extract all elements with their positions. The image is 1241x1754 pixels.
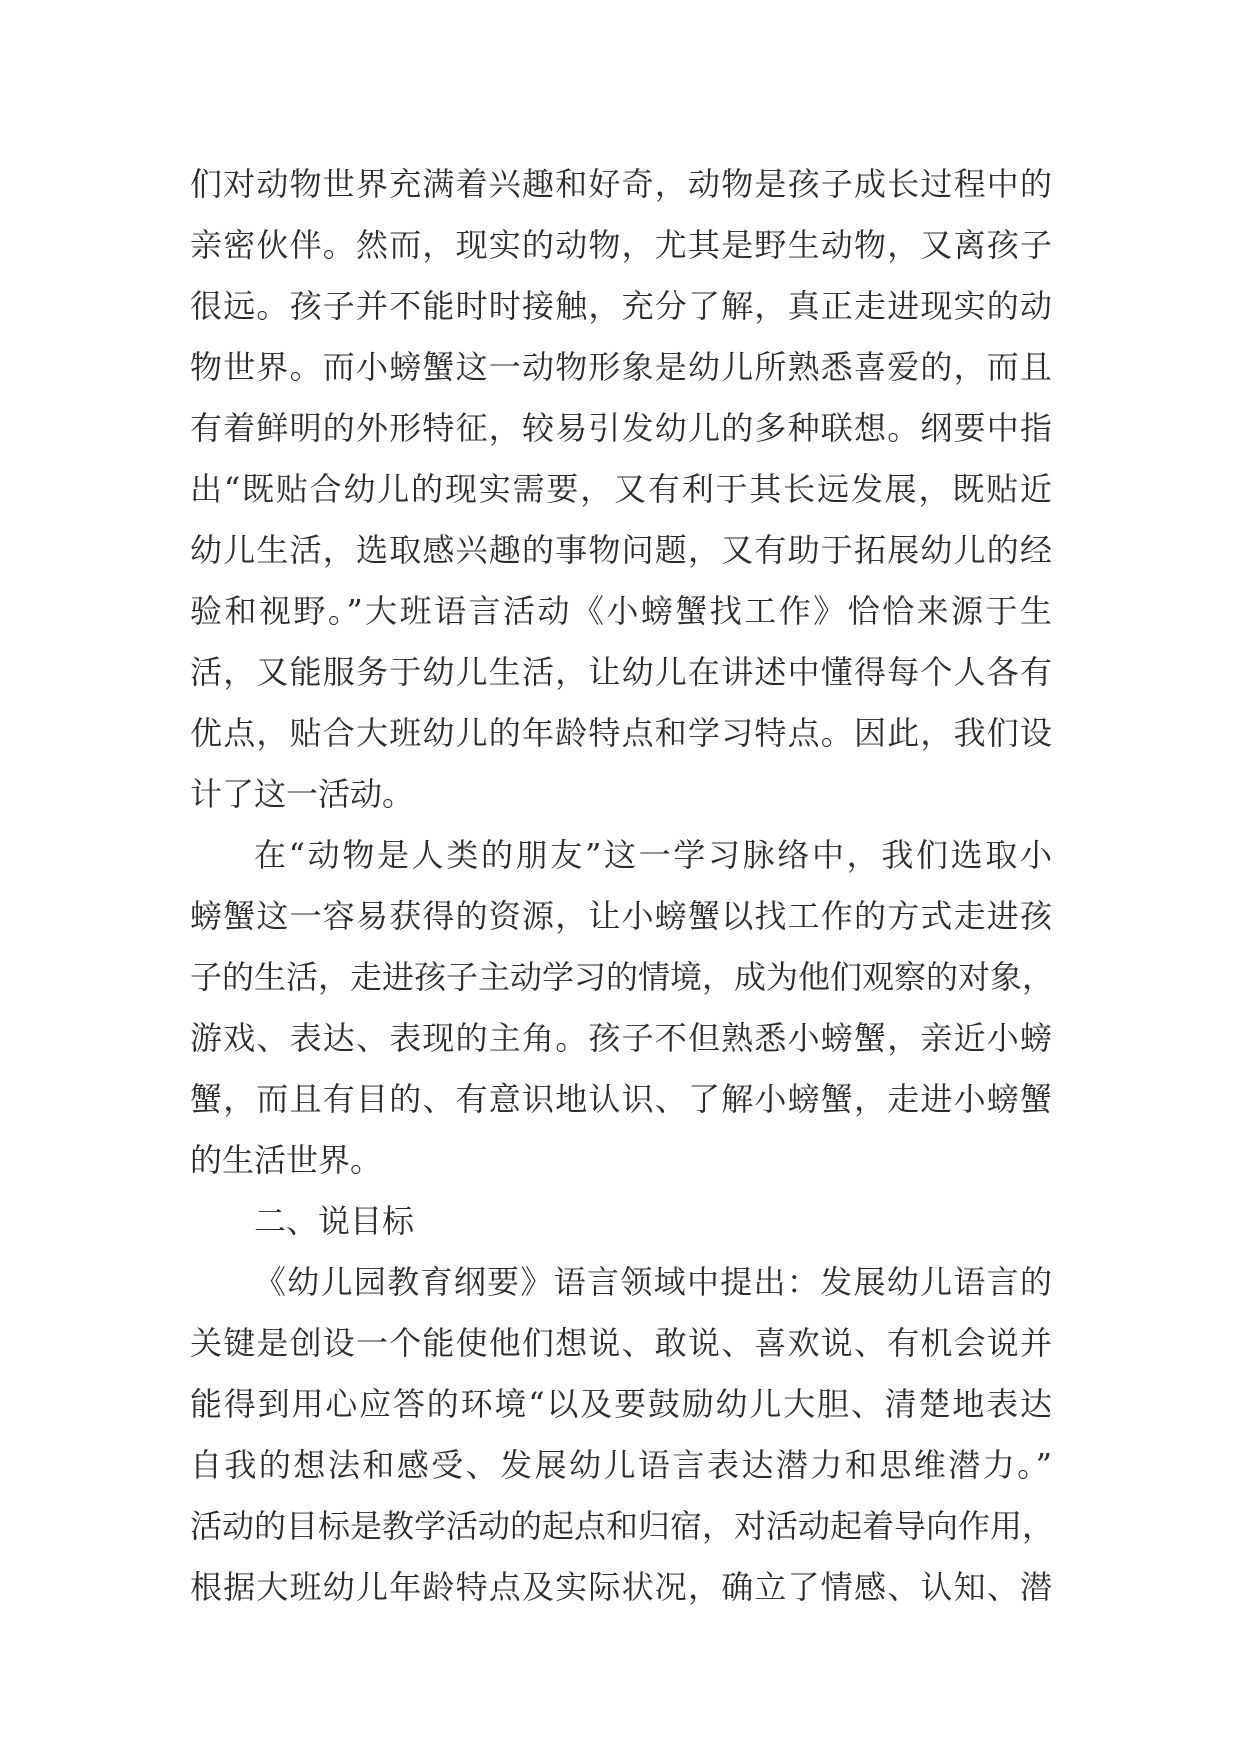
text-line: 《幼儿园教育纲要》语言领域中提出：发展幼儿语言的 — [254, 1263, 1052, 1301]
text-line: 优点，贴合大班幼儿的年龄特点和学习特点。因此，我们设 — [190, 714, 1052, 752]
text-line: 活，又能服务于幼儿生活，让幼儿在讲述中懂得每个人各有 — [190, 653, 1052, 691]
text-line: 蟹，而且有目的、有意识地认识、了解小螃蟹，走进小螃蟹 — [190, 1080, 1052, 1118]
text-line: 验和视野。”大班语言活动《小螃蟹找工作》恰恰来源于生 — [190, 592, 1052, 630]
text-line: 幼儿生活，选取感兴趣的事物问题，又有助于拓展幼儿的经 — [190, 531, 1052, 569]
text-line: 关键是创设一个能使他们想说、敢说、喜欢说、有机会说并 — [190, 1324, 1052, 1362]
text-line: 根据大班幼儿年龄特点及实际状况，确立了情感、认知、潜 — [190, 1568, 1052, 1606]
text-line: 计了这一活动。 — [190, 775, 415, 813]
text-line: 螃蟹这一容易获得的资源，让小螃蟹以找工作的方式走进孩 — [190, 897, 1052, 935]
document-body — [190, 154, 1055, 1618]
text-line: 子的生活，走进孩子主动学习的情境，成为他们观察的对象， — [190, 958, 1055, 996]
text-line: 在“动物是人类的朋友”这一学习脉络中，我们选取小 — [254, 836, 1052, 874]
text-line: 活动的目标是教学活动的起点和归宿，对活动起着导向作用， — [190, 1507, 1055, 1545]
text-line: 物世界。而小螃蟹这一动物形象是幼儿所熟悉喜爱的，而且 — [190, 348, 1052, 386]
text-line: 出“既贴合幼儿的现实需要，又有利于其长远发展，既贴近 — [190, 470, 1052, 508]
text-line: 能得到用心应答的环境“以及要鼓励幼儿大胆、清楚地表达 — [190, 1385, 1052, 1423]
text-line: 很远。孩子并不能时时接触，充分了解，真正走进现实的动 — [190, 287, 1052, 325]
text-line: 的生活世界。 — [190, 1141, 383, 1179]
text-line: 自我的想法和感受、发展幼儿语言表达潜力和思维潜力。” — [190, 1446, 1052, 1484]
section-heading: 二、说目标 — [254, 1202, 415, 1240]
text-line: 亲密伙伴。然而，现实的动物，尤其是野生动物，又离孩子 — [190, 226, 1052, 264]
text-line: 们对动物世界充满着兴趣和好奇，动物是孩子成长过程中的 — [190, 165, 1052, 203]
text-line: 有着鲜明的外形特征，较易引发幼儿的多种联想。纲要中指 — [190, 409, 1052, 447]
text-line: 游戏、表达、表现的主角。孩子不但熟悉小螃蟹，亲近小螃 — [190, 1019, 1052, 1057]
